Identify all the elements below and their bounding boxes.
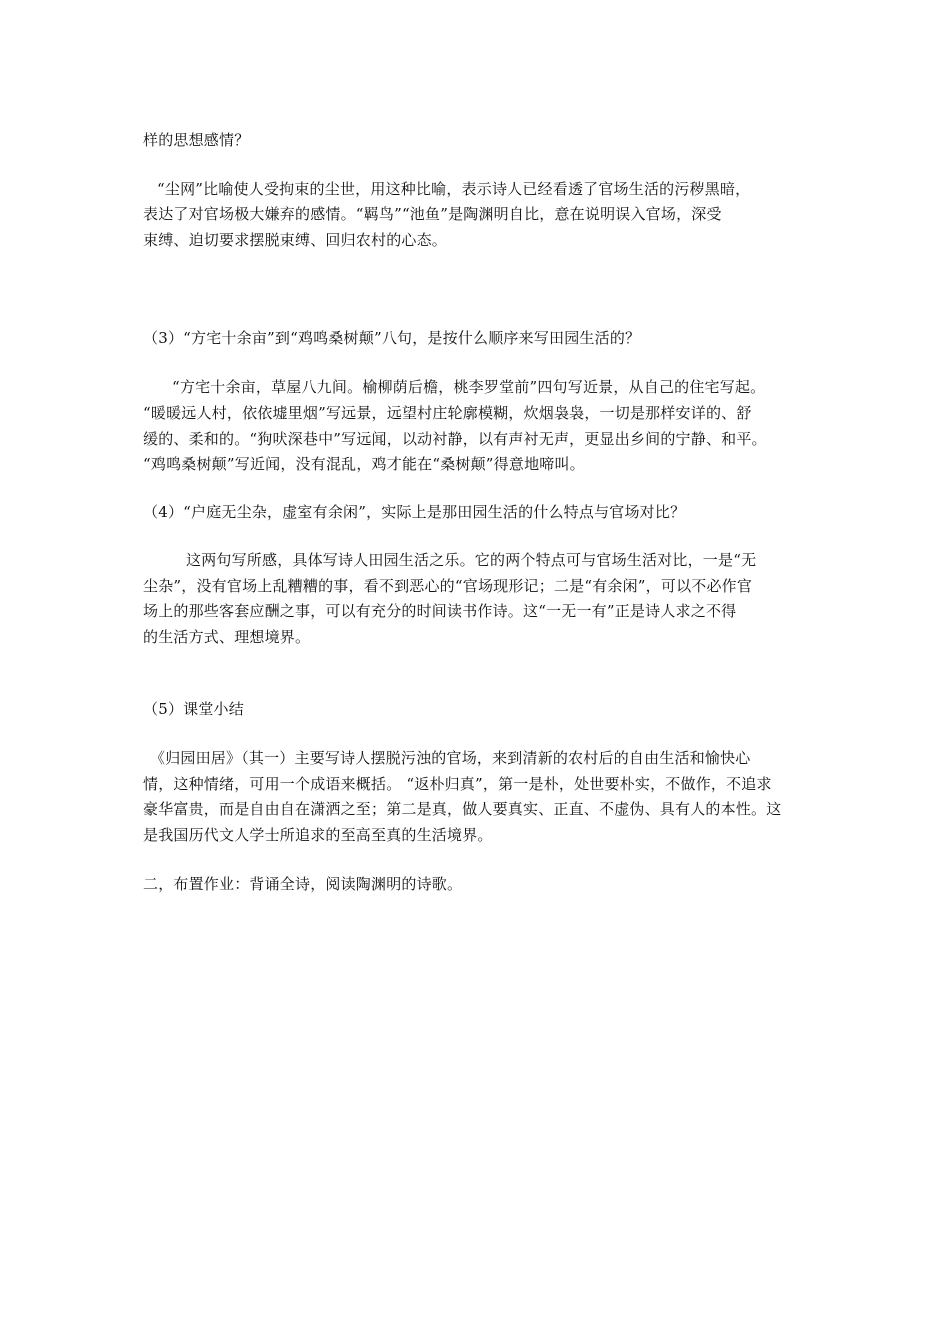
assignment-line: 二，布置作业：背诵全诗，阅读陶渊明的诗歌。 (143, 875, 463, 893)
text-line: “尘网”比喻使人受拘束的尘世，用这种比喻，表示诗人已经看透了官场生活的污秽黑暗， (157, 180, 751, 198)
text-line: 束缚、迫切要求摆脱束缚、回归农村的心态。 (143, 231, 448, 249)
text-line: “方宅十余亩，草屋八九间。榆柳荫后檐，桃李罗堂前”四句写近景，从自己的住宅写起。 (172, 378, 766, 396)
text-line: “鸡鸣桑树颠”写近闻，没有混乱，鸡才能在“桑树颠”得意地啼叫。 (143, 455, 585, 473)
question-heading: （4）“户庭无尘杂，虚室有余闲”，实际上是那田园生活的什么特点与官场对比？ (143, 503, 686, 521)
text-line: 的生活方式、理想境界。 (143, 628, 311, 646)
text-line: “暖暖远人村，依依墟里烟”写远景，远望村庄轮廓模糊，炊烟袅袅，一切是那样安详的、舒 (143, 404, 752, 422)
text-line: 缓的、柔和的。“狗吠深巷中”写远闻，以动衬静，以有声衬无声，更显出乡间的宁静、和平。 (143, 430, 767, 448)
text-line: 豪华富贵，而是自由自在潇洒之至；第二是真，做人要真实、正直、不虚伪、具有人的本性。这 (143, 800, 782, 818)
text-line: 是我国历代文人学士所追求的至高至真的生活境界。 (143, 826, 493, 844)
text-line: 这两句写所感，具体写诗人田园生活之乐。它的两个特点可与官场生活对比，一是“无 (186, 551, 757, 569)
text-line: 表达了对官场极大嫌弃的感情。“羁鸟”“池鱼”是陶渊明自比，意在说明误入官场，深受 (143, 205, 722, 223)
text-line: 《归园田居》（其一）主要写诗人摆脱污浊的官场，来到清新的农村后的自由生活和愉快心 (150, 749, 751, 767)
text-line: 尘杂”，没有官场上乱糟糟的事，看不到恶心的“官场现形记；二是“有余闲”，可以不必作官 (143, 577, 753, 595)
section-heading: （5）课堂小结 (143, 700, 244, 718)
text-line: 场上的那些客套应酬之事，可以有充分的时间读书作诗。这“一无一有”正是诗人求之不得 (143, 602, 737, 620)
text-line: 情，这种情绪，可用一个成语来概括。 “返朴归真”，第一是朴，处世要朴实，不做作，不追求 (143, 775, 772, 793)
question-heading: （3）“方宅十余亩”到“鸡鸣桑树颠”八句，是按什么顺序来写田园生活的？ (143, 329, 641, 347)
text-line: 样的思想感情？ (143, 131, 250, 149)
